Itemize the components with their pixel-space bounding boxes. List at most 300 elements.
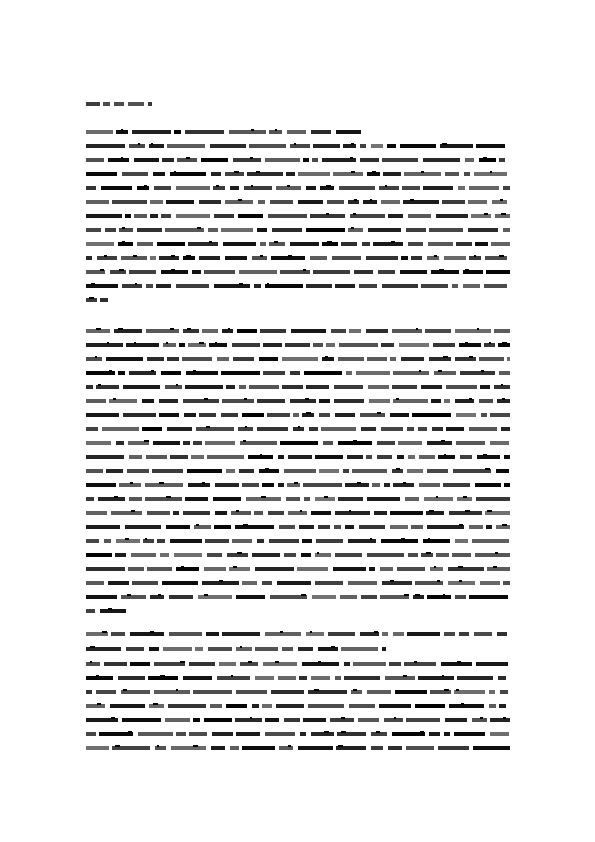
text-word [182,357,212,361]
text-word [278,676,296,680]
text-word [455,329,491,333]
text-word [456,413,476,417]
text-word [380,567,393,571]
text-word [86,441,111,445]
text-word [338,357,364,361]
text-line [86,184,510,192]
text-ascender [244,398,247,400]
text-word [118,676,145,680]
text-ascender [377,412,381,414]
text-word [192,270,201,274]
text-word [366,256,398,260]
text-word [445,172,459,176]
text-word [407,469,423,473]
text-ascender [439,269,444,271]
text-ascender [234,171,239,173]
text-ascender [326,213,329,215]
text-word [290,371,300,375]
text-word [211,172,221,176]
text-word [154,690,190,694]
text-word [142,399,154,403]
text-ascender [485,468,490,470]
text-word [106,469,123,473]
text-word [319,413,330,417]
text-word [214,284,250,288]
text-word [98,497,125,501]
text-word [479,158,496,162]
text-ascender [160,675,165,677]
text-word [341,242,357,246]
text-word [239,270,277,274]
text-ascender [351,227,354,229]
text-word [448,567,484,571]
text-word [217,676,250,680]
text-word [265,632,301,636]
text-word [259,357,278,361]
text-word [399,343,429,347]
text-ascender [489,342,491,344]
text-word [406,746,434,750]
text-line [86,170,510,178]
text-word [429,228,463,232]
text-ascender [483,454,487,456]
text-ascender [318,661,321,663]
text-ascender [159,482,164,484]
text-ascender [351,143,354,145]
text-word [353,662,386,666]
text-line [86,630,510,638]
text-word [147,567,172,571]
text-word [226,469,235,473]
text-word [260,329,286,333]
text-ascender [236,510,239,512]
text-line [86,439,510,447]
text-word [366,329,388,333]
text-word [408,455,415,459]
text-ascender [294,143,296,145]
text-word [263,343,282,347]
text-ascender [410,199,414,201]
text-word [146,284,153,288]
text-ascender [98,384,101,386]
text-word [343,469,349,473]
text-word [432,427,443,431]
text-word [86,525,120,529]
text-ascender [501,213,506,215]
text-word [116,441,124,445]
text-ascender [403,675,407,677]
text-line [86,674,510,682]
text-word [443,483,470,487]
text-ascender [121,157,123,159]
text-word [86,427,98,431]
text-ascender [91,283,95,285]
text-word [408,242,423,246]
text-line [86,156,510,164]
text-word [105,228,116,232]
text-ascender [456,689,459,691]
text-ascender [396,468,400,470]
text-line [86,296,108,304]
text-word [259,469,279,473]
text-word [312,595,336,599]
text-word [268,214,307,218]
text-word [313,144,340,148]
text-ascender [442,143,447,145]
text-ascender [228,328,230,330]
text-word [111,511,142,515]
text-word [100,609,126,613]
text-ascender [437,580,440,582]
text-word [86,469,103,473]
text-word [362,242,370,246]
text-word [288,455,312,459]
text-word [436,553,449,557]
text-word [418,427,427,431]
text-word [206,632,219,636]
text-word [86,539,99,543]
text-word [284,553,296,557]
text-word [444,399,450,403]
text-ascender [353,213,356,215]
text-ascender [180,661,185,663]
text-line [86,254,510,262]
text-ascender [176,384,178,386]
text-word [322,357,334,361]
text-word [262,483,274,487]
text-word [393,371,429,375]
text-word [390,357,396,361]
text-ascender [301,594,306,596]
text-word [237,329,257,333]
text-word [405,497,419,501]
text-word [272,228,302,232]
text-line [86,716,510,724]
text-ascender [419,370,421,372]
text-word [334,385,363,389]
text-word [121,595,146,599]
text-ascender [441,440,445,442]
text-word [415,704,445,708]
text-line [86,509,510,517]
text-line [86,369,510,377]
text-word [150,214,158,218]
text-word [406,228,426,232]
text-word [146,329,179,333]
text-word [176,284,209,288]
text-word [215,511,227,515]
text-ascender [196,524,199,526]
text-ascender [331,646,335,648]
text-word [367,497,400,501]
text-word [86,158,104,162]
text-word [343,144,356,148]
text-word [226,704,247,708]
text-word [257,539,264,543]
text-word [174,130,181,134]
text-word [287,130,306,134]
text-ascender [490,171,492,173]
text-word [503,186,510,190]
text-word [282,647,293,651]
text-word [401,256,408,260]
text-ascender [444,689,449,691]
text-word [271,690,304,694]
text-word [311,732,334,736]
text-word [242,581,257,585]
text-word [469,595,508,599]
text-word [473,746,510,750]
text-word [474,632,492,636]
text-word [86,567,125,571]
text-word [285,343,310,347]
text-ascender [349,510,351,512]
text-word [428,242,453,246]
text-line [86,744,510,752]
text-word [277,581,311,585]
text-line [86,523,510,531]
text-word [390,511,423,515]
text-ascender [500,199,503,201]
text-word [86,662,100,666]
text-line [86,702,510,710]
text-ascender [219,580,223,582]
text-word [202,329,218,333]
text-word [210,704,222,708]
text-word [137,228,162,232]
text-word [486,270,510,274]
text-word [503,581,510,585]
text-word [193,718,200,722]
text-word [427,441,452,445]
text-ascender [104,255,107,257]
text-word [334,399,364,403]
text-ascender [469,398,472,400]
text-word [242,413,264,417]
text-word [96,690,116,694]
text-word [382,284,418,288]
text-line [86,607,126,615]
text-ascender [421,171,424,173]
text-word [293,413,299,417]
text-word [150,595,164,599]
text-word [282,357,318,361]
text-word [333,172,363,176]
text-ascender [181,566,184,568]
text-word [212,732,233,736]
text-line [86,481,510,489]
text-word [379,704,411,708]
text-word [204,567,226,571]
text-word [418,676,454,680]
text-word [223,242,256,246]
text-word [480,385,490,389]
text-word [239,385,246,389]
text-word [205,539,229,543]
text-ascender [385,185,387,187]
text-word [249,385,279,389]
text-word [86,483,116,487]
text-ascender [115,745,120,747]
text-word [268,511,284,515]
text-word [298,200,323,204]
text-word [382,632,388,636]
text-line [86,579,510,587]
text-word [401,357,424,361]
text-word [312,158,318,162]
text-word [97,256,117,260]
text-word [118,242,133,246]
text-word [86,130,113,134]
text-word [456,242,472,246]
text-word [257,427,288,431]
text-word [233,357,254,361]
text-word [390,413,409,417]
text-word [229,130,266,134]
text-ascender [325,356,328,358]
text-word [208,228,218,232]
text-word [232,539,252,543]
text-word [204,718,232,722]
text-ascender [458,566,463,568]
text-ascender [275,129,277,131]
text-word [162,158,174,162]
text-ascender [294,482,298,484]
text-word [290,144,310,148]
text-ascender [186,157,190,159]
text-word [137,186,149,190]
text-ascender [391,241,395,243]
text-word [400,270,427,274]
text-ascender [216,185,219,187]
text-word [359,284,377,288]
text-line [86,240,510,248]
text-word [402,186,420,190]
text-word [360,144,366,148]
text-ascender [310,631,312,633]
text-word [489,704,496,708]
text-word [361,595,377,599]
text-word [290,242,319,246]
text-word [504,455,510,459]
text-word [335,284,355,288]
text-word [433,343,455,347]
text-word [497,632,507,636]
text-word [481,413,487,417]
text-word [215,483,239,487]
text-ascender [138,143,140,145]
text-word [185,497,208,501]
text-word [193,690,232,694]
text-word [254,284,261,288]
text-ascender [145,538,147,540]
text-word [238,214,263,218]
text-word [118,371,125,375]
text-word [303,718,326,722]
text-word [191,455,204,459]
text-word [236,732,260,736]
text-ascender [463,496,467,498]
text-line [86,268,510,276]
text-word [86,746,109,750]
text-word [265,158,300,162]
subheading-line [86,128,366,136]
text-word [304,497,310,501]
text-ascender [403,482,406,484]
text-word [339,186,375,190]
text-ascender [457,661,461,663]
text-word [213,497,241,501]
text-word [265,718,279,722]
text-word [344,662,350,666]
text-word [86,228,101,232]
text-word [235,718,262,722]
text-ascender [128,731,132,733]
text-word [176,186,210,190]
text-word [335,413,355,417]
text-word [319,469,339,473]
text-word [104,539,111,543]
text-word [219,662,236,666]
text-word [454,732,485,736]
text-word [333,567,366,571]
text-word [423,158,460,162]
text-line [86,660,510,668]
text-ascender [324,496,328,498]
text-ascender [239,283,243,285]
text-word [458,186,465,190]
text-word [379,186,399,190]
text-ascender [426,552,431,554]
text-ascender [151,370,154,372]
text-ascender [251,129,254,131]
text-ascender [121,129,123,131]
text-word [459,632,469,636]
text-word [455,595,466,599]
text-word [471,214,491,218]
text-ascender [96,675,99,677]
text-word [489,690,495,694]
text-word [381,427,403,431]
text-ascender [238,199,242,201]
text-word [336,130,361,134]
text-word [214,214,234,218]
text-word [86,256,92,260]
text-word [475,553,510,557]
text-word [189,732,207,736]
text-word [465,158,474,162]
text-word [161,214,171,218]
text-word [358,718,379,722]
text-word [479,357,504,361]
text-word [366,455,372,459]
text-word [388,214,403,218]
text-word [393,632,404,636]
text-word [411,256,422,260]
text-ascender [197,227,201,229]
text-word [130,662,150,666]
text-word [134,214,147,218]
text-ascender [89,297,94,299]
text-word [86,609,95,613]
text-word [129,270,156,274]
text-word [335,676,341,680]
text-word [123,413,156,417]
text-word [408,214,431,218]
text-word [487,567,510,571]
text-ascender [420,731,424,733]
text-word [159,413,179,417]
